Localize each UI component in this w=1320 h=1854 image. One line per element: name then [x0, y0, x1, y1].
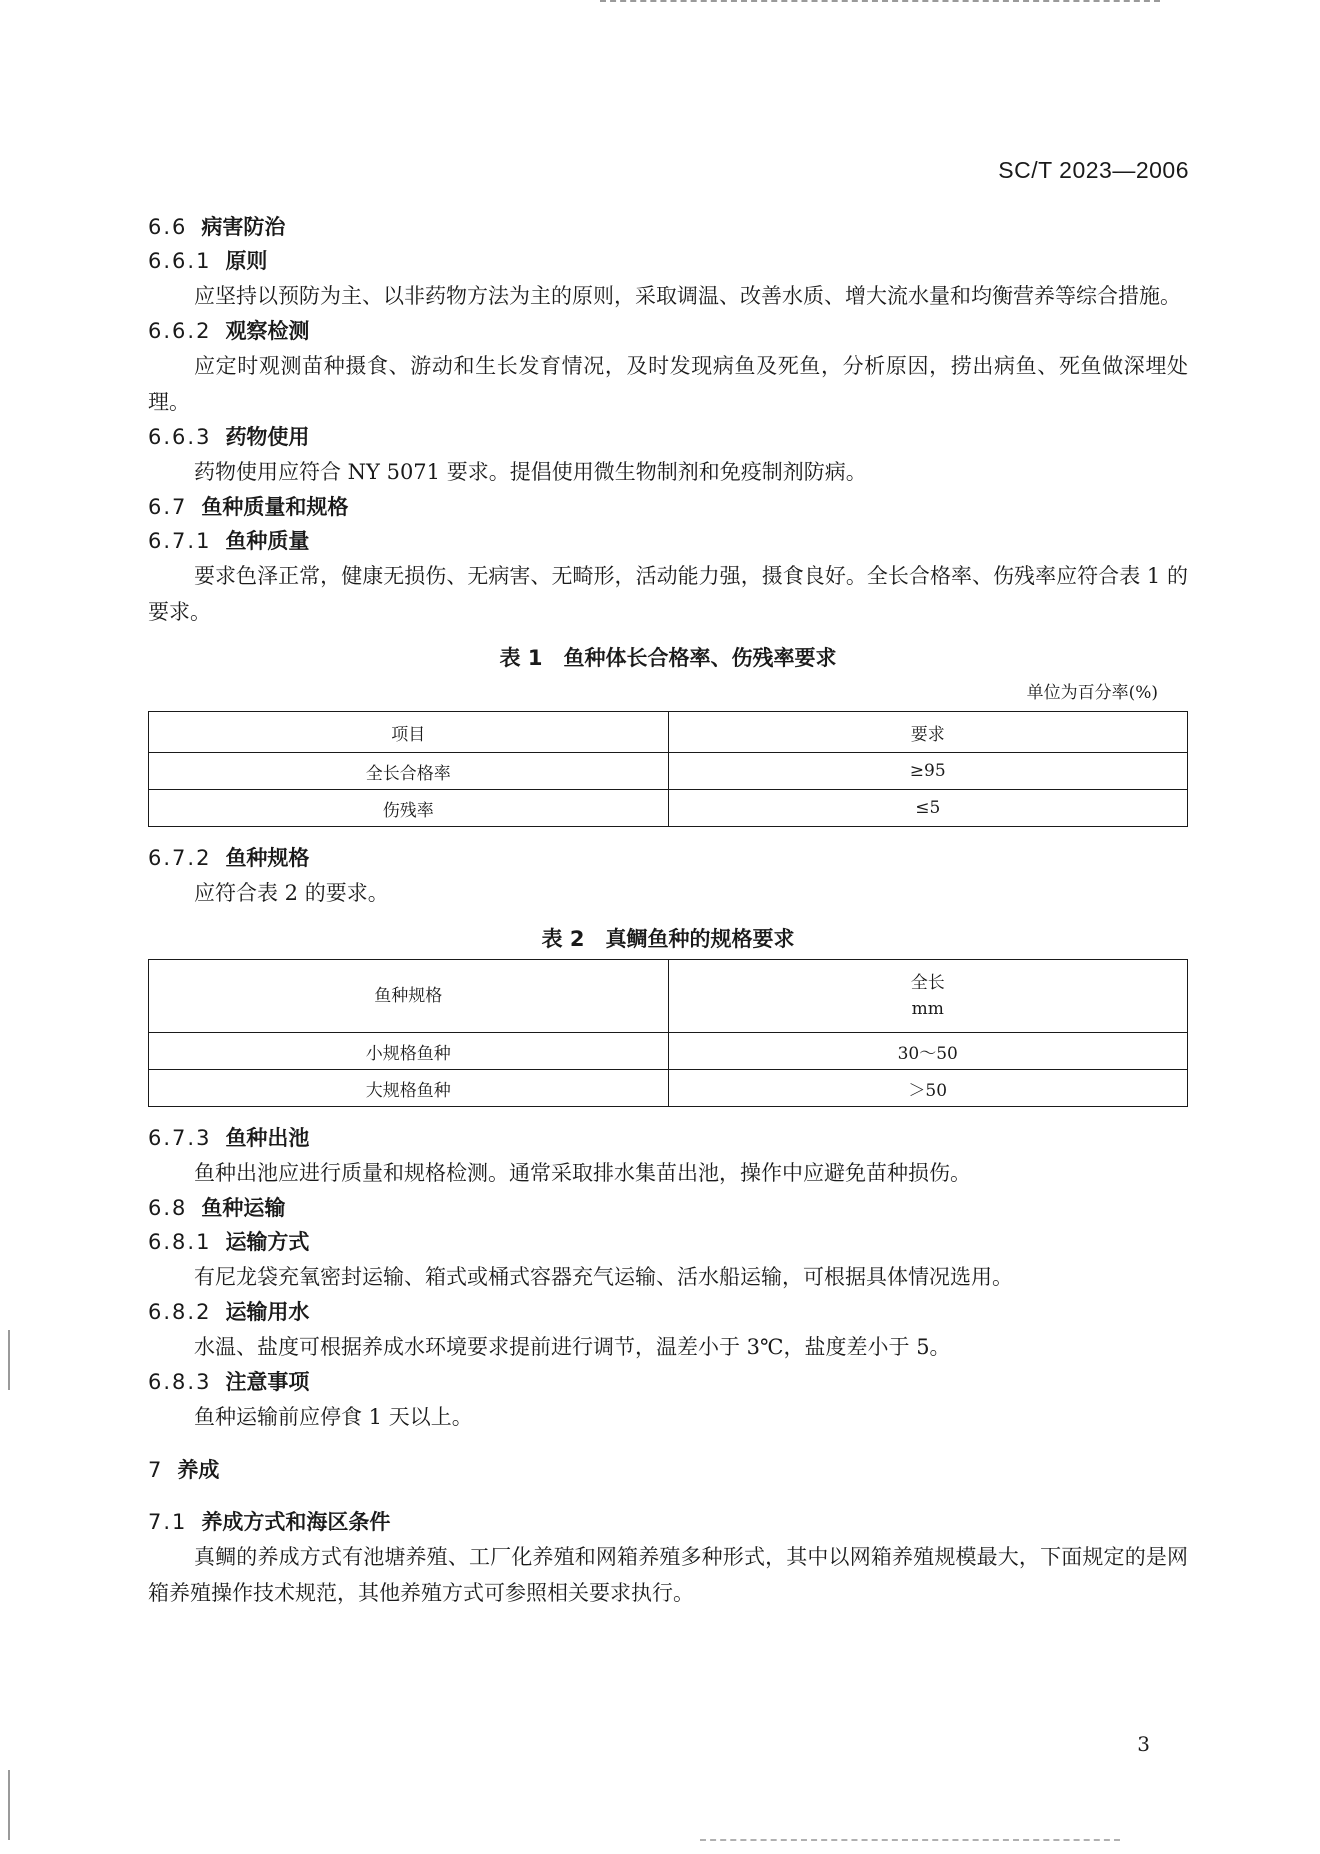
table-cell: ＞50: [668, 1070, 1188, 1107]
section-6-8-1-text: 有尼龙袋充氧密封运输、箱式或桶式容器充气运输、活水船运输，可根据具体情况选用。: [194, 1265, 1013, 1289]
table-row: [149, 1033, 1188, 1070]
section-6-6-3-text: 药物使用应符合 NY 5071 要求。提倡使用微生物制剂和免疫制剂防病。: [194, 460, 867, 484]
table-row: [149, 790, 1188, 827]
table-header-cell: 项目: [149, 712, 669, 753]
table-cell: ≤5: [668, 790, 1188, 827]
table-cell: 大规格鱼种: [149, 1070, 669, 1107]
section-6-6-2-heading: 6.6.2 观察检测: [148, 319, 310, 343]
table-header-row: [149, 712, 1188, 753]
scan-artifact-bottom: [700, 1839, 1120, 1844]
section-6-6-3-heading: 6.6.3 药物使用: [148, 425, 310, 449]
table-header-line: 全长: [910, 973, 945, 993]
table-header-cell: 鱼种规格: [149, 960, 669, 1033]
table-2: [148, 959, 1188, 1107]
table-row: [149, 1070, 1188, 1107]
scan-margin-mark: [8, 1330, 10, 1390]
table-header-unit: mm: [911, 999, 944, 1019]
section-6-6-heading: 6.6 病害防治: [148, 215, 286, 239]
table-2-caption: 表 2 真鲷鱼种的规格要求: [541, 927, 795, 951]
table-1-unit: 单位为百分率(%): [1026, 683, 1158, 703]
table-row: [149, 753, 1188, 790]
section-6-6-1-heading: 6.6.1 原则: [148, 249, 268, 273]
section-6-7-1-heading: 6.7.1 鱼种质量: [148, 529, 310, 553]
section-6-8-3-heading: 6.8.3 注意事项: [148, 1370, 310, 1394]
section-6-7-3-text: 鱼种出池应进行质量和规格检测。通常采取排水集苗出池，操作中应避免苗种损伤。: [194, 1161, 971, 1185]
section-6-7-2-text: 应符合表 2 的要求。: [194, 881, 389, 905]
section-6-8-2-heading: 6.8.2 运输用水: [148, 1300, 310, 1324]
section-6-7-3-heading: 6.7.3 鱼种出池: [148, 1126, 310, 1150]
page-content: [148, 210, 1188, 1611]
section-7-heading: 7 养成: [148, 1458, 220, 1482]
table-cell: 全长合格率: [149, 753, 669, 790]
table-header-row: [149, 960, 1188, 1033]
section-6-8-3-text: 鱼种运输前应停食 1 天以上。: [194, 1405, 473, 1429]
scan-artifact-top: [600, 0, 1160, 5]
table-1-caption: 表 1 鱼种体长合格率、伤残率要求: [499, 646, 837, 670]
section-6-7-heading: 6.7 鱼种质量和规格: [148, 495, 349, 519]
table-cell: 伤残率: [149, 790, 669, 827]
section-6-7-1-text: 要求色泽正常，健康无损伤、无病害、无畸形，活动能力强，摄食良好。全长合格率、伤残率应符合表 1 的要求。: [148, 564, 1188, 624]
table-cell: 小规格鱼种: [149, 1033, 669, 1070]
page-number: 3: [1137, 1732, 1150, 1756]
section-6-6-2-text: 应定时观测苗种摄食、游动和生长发育情况，及时发现病鱼及死鱼，分析原因，捞出病鱼、死鱼做深埋处理。: [148, 354, 1188, 414]
table-cell: ≥95: [668, 753, 1188, 790]
scan-margin-mark: [8, 1770, 10, 1840]
section-6-6-1-text: 应坚持以预防为主、以非药物方法为主的原则，采取调温、改善水质、增大流水量和均衡营养等综合措施。: [194, 284, 1181, 308]
standard-code: SC/T 2023—2006: [998, 157, 1189, 183]
table-cell: 30～50: [668, 1033, 1188, 1070]
section-6-7-2-heading: 6.7.2 鱼种规格: [148, 846, 310, 870]
table-1: [148, 711, 1188, 827]
section-6-8-heading: 6.8 鱼种运输: [148, 1196, 286, 1220]
section-6-8-1-heading: 6.8.1 运输方式: [148, 1230, 310, 1254]
section-7-1-heading: 7.1 养成方式和海区条件: [148, 1510, 391, 1534]
section-6-8-2-text: 水温、盐度可根据养成水环境要求提前进行调节，温差小于 3℃，盐度差小于 5。: [194, 1335, 951, 1359]
table-header-cell: [668, 960, 1188, 1033]
section-7-1-text: 真鲷的养成方式有池塘养殖、工厂化养殖和网箱养殖多种形式，其中以网箱养殖规模最大，下面规定的是网箱养殖操作技术规范，其他养殖方式可参照相关要求执行。: [148, 1545, 1188, 1605]
table-header-cell: 要求: [668, 712, 1188, 753]
